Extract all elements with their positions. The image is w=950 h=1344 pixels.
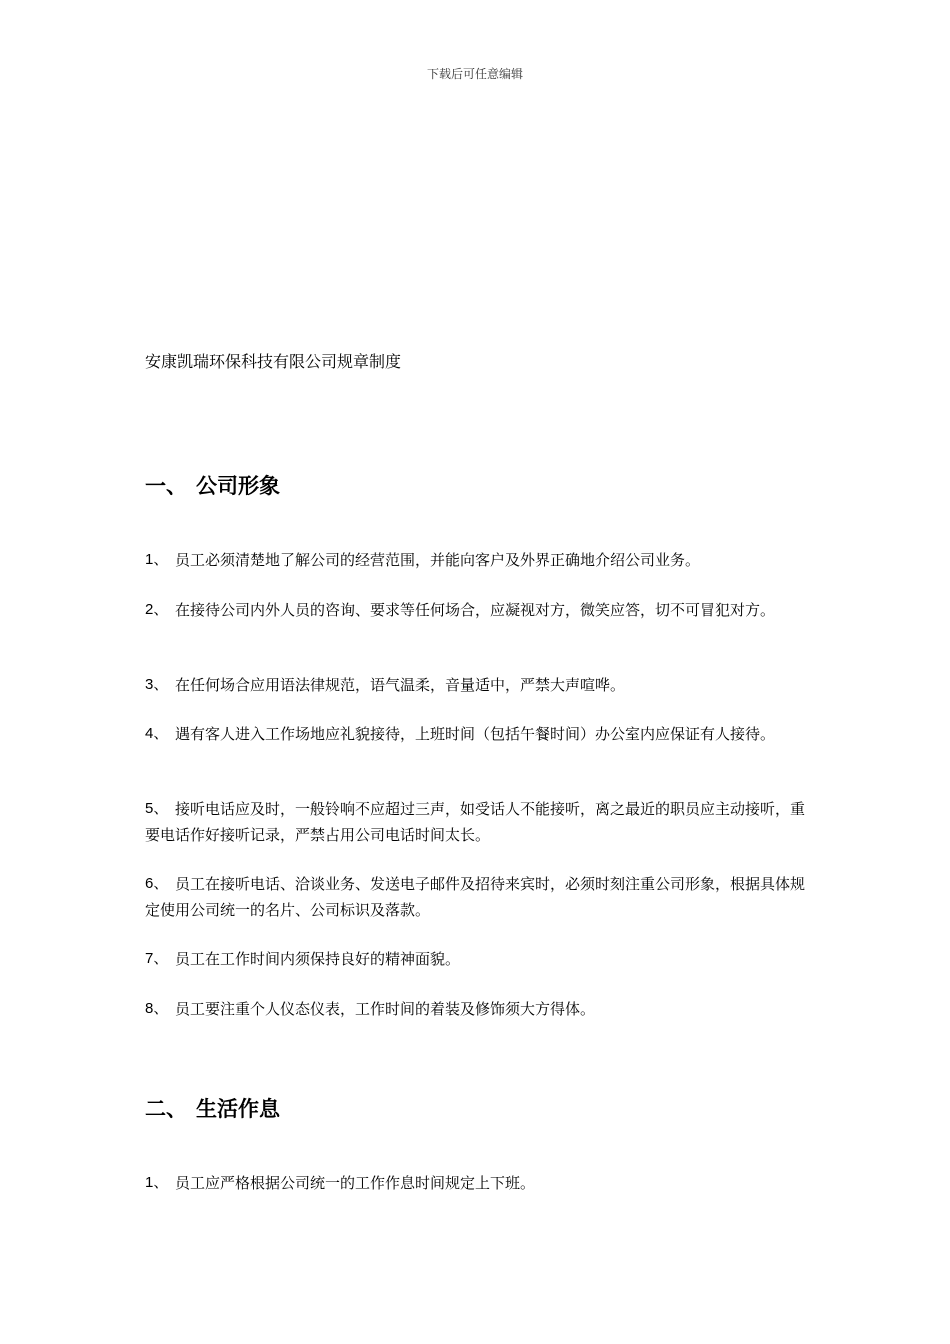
document-title: 安康凯瑞环保科技有限公司规章制度 [145,352,402,371]
item-index: 3、 [145,676,169,693]
item-index: 6、 [145,875,169,892]
item-text: 员工要注重个人仪态仪表，工作时间的着装及修饰须大方得体。 [175,1000,596,1018]
section-number: 二、 [145,1097,187,1121]
list-item [145,946,805,972]
section-heading [145,1094,805,1124]
item-index: 5、 [145,800,169,817]
item-index: 2、 [145,601,169,618]
list-item [145,796,805,848]
item-text: 员工必须清楚地了解公司的经营范围，并能向客户及外界正确地介绍公司业务。 [175,551,701,569]
item-index: 8、 [145,1000,169,1017]
list-item [145,672,805,698]
list-item [145,871,805,923]
page-header-note: 下载后可任意编辑 [426,67,523,81]
list-item [145,597,805,623]
item-text: 接听电话应及时，一般铃响不应超过三声，如受话人不能接听，离之最近的职员应主动接听，重要电话作好接听记录，严禁占用公司电话时间太长。 [145,800,806,844]
list-item [145,996,805,1022]
item-text: 在任何场合应用语法律规范，语气温柔，音量适中，严禁大声喧哗。 [175,676,626,694]
item-index: 4、 [145,725,169,742]
section-title: 公司形象 [196,474,280,498]
section-title: 生活作息 [196,1097,280,1121]
list-item [145,547,805,573]
item-text: 员工在接听电话、洽谈业务、发送电子邮件及招待来宾时，必须时刻注重公司形象，根据具体规定使用公司统一的名片、公司标识及落款。 [145,875,806,919]
item-index: 1、 [145,1174,169,1191]
item-text: 在接待公司内外人员的咨询、要求等任何场合，应凝视对方，微笑应答，切不可冒犯对方。 [175,601,776,619]
section-number: 一、 [145,474,187,498]
section-heading [145,471,805,501]
section-company-image [145,471,805,501]
section-daily-schedule [145,1094,805,1124]
list-item [145,721,805,747]
item-index: 7、 [145,950,169,967]
item-text: 员工应严格根据公司统一的工作作息时间规定上下班。 [175,1174,536,1192]
list-item [145,1170,805,1196]
item-text: 遇有客人进入工作场地应礼貌接待，上班时间（包括午餐时间）办公室内应保证有人接待。 [175,725,776,743]
item-text: 员工在工作时间内须保持良好的精神面貌。 [175,950,461,968]
item-index: 1、 [145,551,169,568]
